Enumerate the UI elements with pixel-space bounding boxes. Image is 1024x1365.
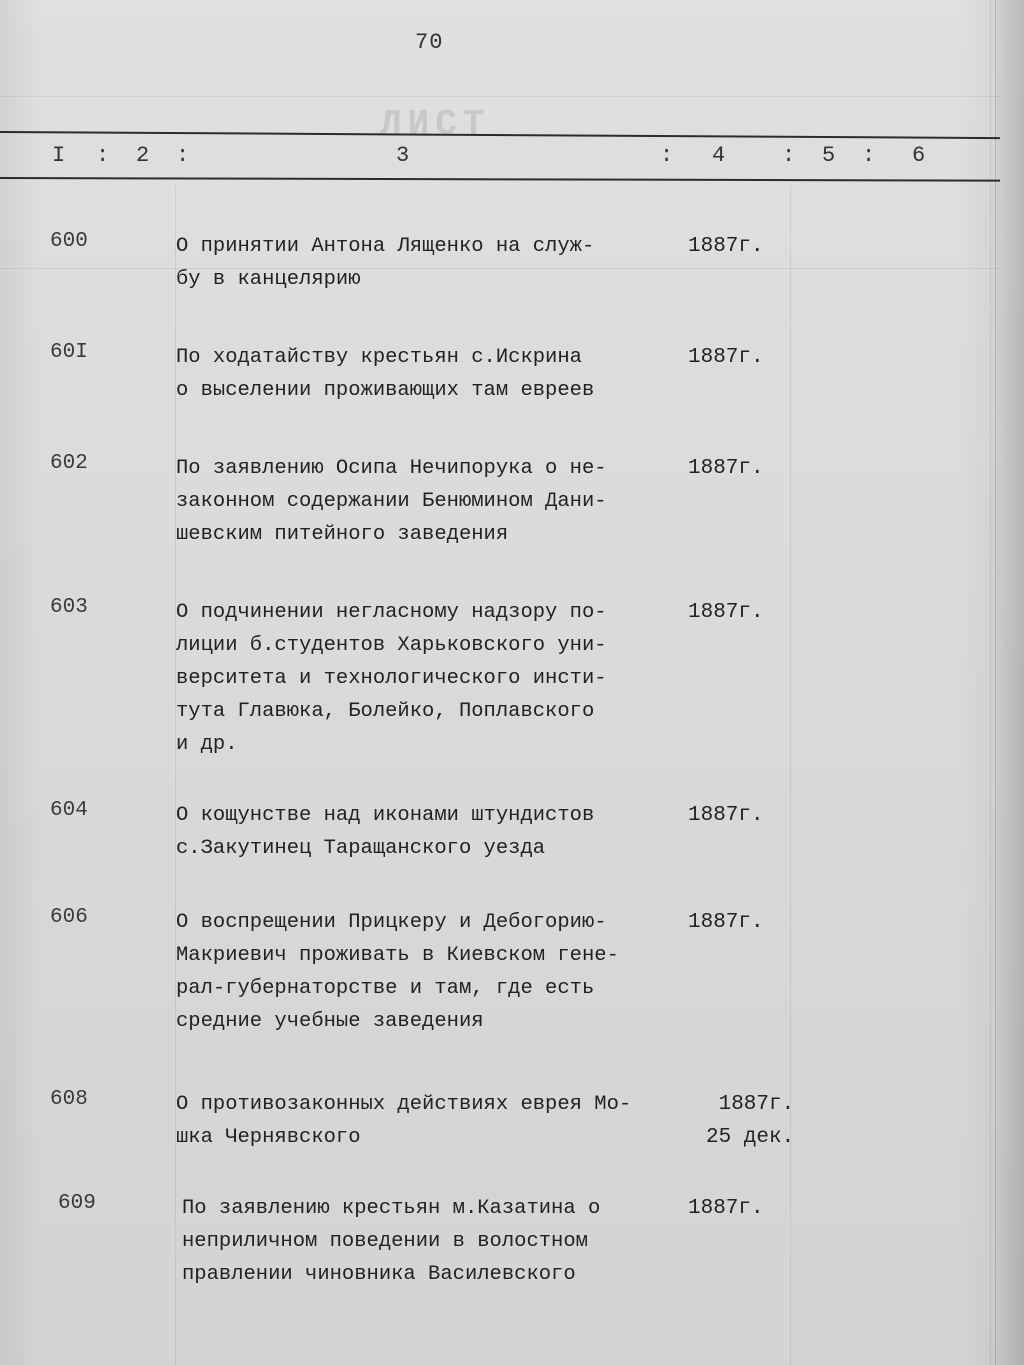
description-line: о выселении проживающих там евреев: [176, 379, 595, 402]
date-line: 1887г.: [688, 1197, 764, 1220]
entry-number: 604: [50, 799, 88, 822]
description-line: лиции б.студентов Харьковского уни-: [176, 634, 607, 657]
column-separator: :: [862, 143, 876, 168]
entry-number: 609: [58, 1192, 96, 1215]
entry-date: [688, 799, 764, 832]
column-header-1: I: [52, 143, 66, 168]
column-header-3: 3: [396, 143, 410, 168]
entry-description: [176, 230, 594, 296]
description-line: По заявлению крестьян м.Казатина о: [182, 1197, 601, 1220]
bleed-through-heading: ЛИСТ: [380, 104, 491, 145]
description-line: правлении чиновника Василевского: [182, 1263, 576, 1286]
entry-date: [688, 906, 764, 939]
entry-date: [688, 230, 764, 263]
header-bottom-rule: [0, 177, 1000, 182]
entry-date: [706, 1088, 794, 1154]
description-line: бу в канцелярию: [176, 268, 361, 291]
entry-number: 600: [50, 230, 88, 253]
description-line: О воспрещении Прицкеру и Дебогорию-: [176, 911, 607, 934]
entry-description: [176, 799, 594, 865]
description-line: шевским питейного заведения: [176, 523, 509, 546]
entry-number: 606: [50, 906, 88, 929]
entry-number: 602: [50, 452, 88, 475]
date-line: 1887г.: [688, 346, 764, 369]
date-line: 1887г.: [688, 457, 764, 480]
entry-description: [176, 341, 594, 407]
page-edge: [995, 0, 1024, 1365]
entry-date: [688, 341, 764, 374]
description-line: шка Чернявского: [176, 1126, 361, 1149]
date-line: 1887г.: [688, 911, 764, 934]
entry-description: [176, 1088, 631, 1154]
column-header-4: 4: [712, 143, 726, 168]
description-line: О подчинении негласному надзору по-: [176, 601, 607, 624]
header-top-rule: [0, 131, 1000, 139]
date-line: 1887г.: [688, 804, 764, 827]
date-line: 25 дек.: [706, 1126, 795, 1149]
entry-date: [688, 596, 764, 629]
entry-date: [688, 1192, 764, 1225]
description-line: рал-губернаторстве и там, где есть: [176, 977, 595, 1000]
description-line: По ходатайству крестьян с.Искрина: [176, 346, 582, 369]
entry-date: [688, 452, 764, 485]
faint-column-rule-right: [790, 185, 791, 1365]
description-line: О принятии Антона Лященко на служ-: [176, 235, 595, 258]
description-line: тута Главюка, Болейко, Поплавского: [176, 700, 595, 723]
column-separator: :: [176, 143, 190, 168]
column-header-2: 2: [136, 143, 150, 168]
description-line: и др.: [176, 733, 238, 756]
date-line: 1887г.: [718, 1093, 795, 1116]
date-line: 1887г.: [688, 235, 764, 258]
description-line: О кощунстве над иконами штундистов: [176, 804, 595, 827]
page-number: 70: [415, 30, 444, 55]
column-separator: :: [96, 143, 110, 168]
description-line: с.Закутинец Таращанского уезда: [176, 837, 546, 860]
entry-description: [182, 1192, 600, 1291]
entry-number: 603: [50, 596, 88, 619]
entry-description: [176, 906, 619, 1038]
entry-number: 60I: [50, 341, 88, 364]
entry-number: 608: [50, 1088, 88, 1111]
column-header-5: 5: [822, 143, 836, 168]
description-line: О противозаконных действиях еврея Мо-: [176, 1093, 632, 1116]
description-line: законном содержании Бенюмином Дани-: [176, 490, 607, 513]
column-header-6: 6: [912, 143, 926, 168]
description-line: верситета и технологического инсти-: [176, 667, 607, 690]
entry-description: [176, 596, 607, 761]
description-line: По заявлению Осипа Нечипорука о не-: [176, 457, 607, 480]
entry-description: [176, 452, 607, 551]
description-line: Макриевич проживать в Киевском гене-: [176, 944, 619, 967]
column-separator: :: [660, 143, 674, 168]
page-edge-shadow: [990, 0, 991, 1365]
column-separator: :: [782, 143, 796, 168]
faint-rule: [0, 96, 1000, 97]
description-line: неприличном поведении в волостном: [182, 1230, 588, 1253]
description-line: средние учебные заведения: [176, 1010, 484, 1033]
date-line: 1887г.: [688, 601, 764, 624]
